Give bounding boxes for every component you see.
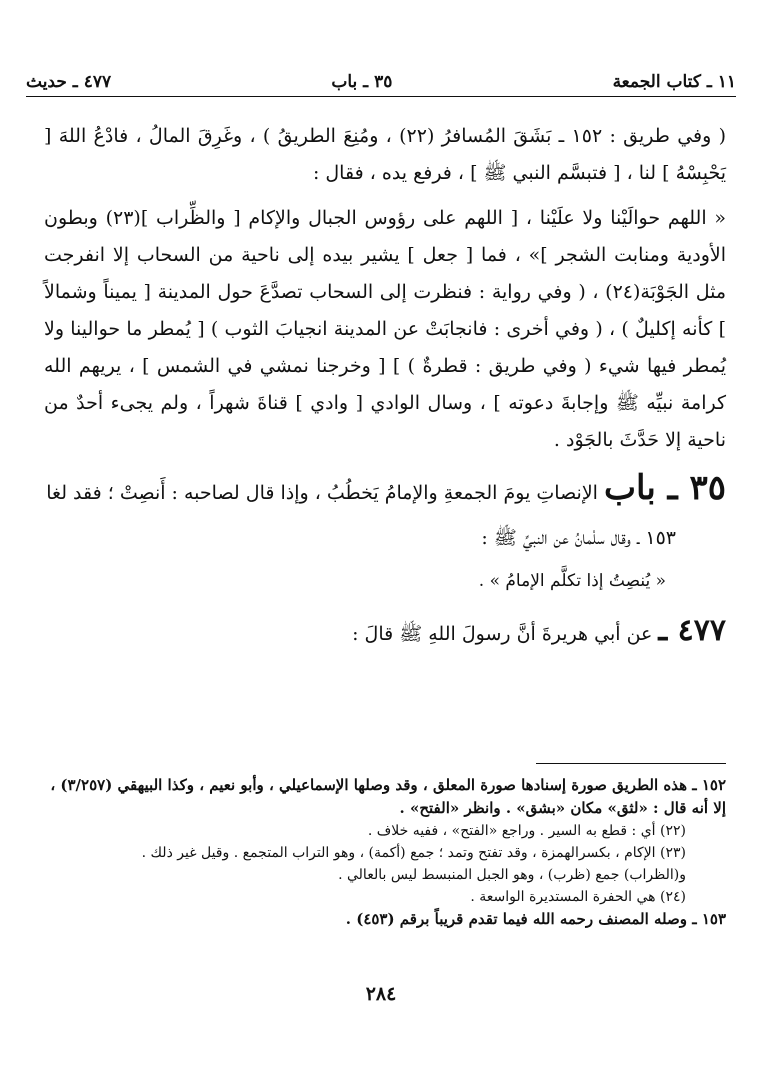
footnotes [44, 774, 726, 931]
hadith-477-text: عن أبي هريرةَ أنَّ رسولَ اللهِ ﷺ قالَ : [352, 623, 653, 645]
footnote-153: ١٥٣ ـ وصله المصنف رحمه الله فيما تقدم قريباً برقم (٤٥٣) . [345, 910, 726, 928]
page-number: ٢٨٤ [365, 983, 397, 1005]
paragraph-supplication: « اللهم حوالَيْنا ولا علَيْنا ، [ اللهم على رؤوس الجبال والإكام [ والظِّراب ](٢٣) وبطون الأودية ومنابت الشجر ]» ، فما [ جعل ] يشير بيده إلى ناحية من السحاب إلا انفرجت مثل الجَوْبَة(٢٤) ، ( وفي رواية : فنظرت إلى السحاب تصدَّعَ حول المدينة [ يميناً وشمالاً ] كأنه إكليلٌ ) ، ( وفي أخرى : فانجابَتْ عن المدينة انجيابَ الثوب ) [ يُمطر ما حوالينا ولا يُمطر فيها شيء ( وفي طريق : قطرةٌ ) ] [ وخرجنا نمشي في الشمس ] ، يريهم الله كرامة نبيِّه ﷺ وإجابةَ دعوته ] ، وسال الوادي [ وادي ] قناةَ شهراً ، ولم يجىء أحدٌ من ناحية إلا حَدَّثَ بالجَوْد . [44, 207, 726, 451]
footnote-23: (٢٣) الإكام ، بكسرالهمزة ، وقد تفتح وتمد ؛ جمع (أكمة) ، وهو التراب المتجمع . وقيل غير ذلك . [141, 845, 686, 861]
hadith-153-intro: ١٥٣ ـ وقال سلْمانُ عن النبيِّ ﷺ : [481, 527, 676, 549]
footnote-22: (٢٢) أي : قطع به السير . وراجع «الفتح» ، ففيه خلاف . [367, 823, 686, 839]
footnote-23-cont: و(الظراب) جمع (ظرب) ، وهو الجبل المنبسط ليس بالعالي . [338, 867, 686, 883]
main-text [44, 118, 726, 653]
header-rule [26, 96, 736, 97]
footnote-24: (٢٤) هي الحفرة المستديرة الواسعة . [470, 889, 686, 905]
footnote-rule [536, 763, 726, 764]
chapter-heading [44, 469, 726, 512]
header-hadith: ٤٧٧ ـ حديث [26, 72, 112, 92]
paragraph-narration: ( وفي طريق : ١٥٢ ـ بَشَقَ المُسافرُ (٢٢) ، ومُنِعَ الطريقُ ) ، وغَرِقَ المالُ ، فادْعُ اللهَ [ يَحْبِسْهُ ] لنا ، [ فتبسَّم النبي ﷺ ] ، فرفع يده ، فقال : [44, 125, 726, 184]
footnote-152: ١٥٢ ـ هذه الطريق صورة إسنادها صورة المعلق ، وقد وصلها الإسماعيلي ، وأبو نعيم ، وكذا البيهقي (٣/٢٥٧) ، إلا أنه قال : «لثق» مكان «بشق» . وانظر «الفتح» . [50, 776, 726, 817]
header-book-title: ١١ ـ كتاب الجمعة [612, 72, 736, 92]
hadith-477 [44, 612, 726, 653]
header-chapter: ٣٥ ـ باب [331, 72, 393, 92]
hadith-153-quote: « يُنصِتُ إذا تكلَّم الإمامُ » . [478, 571, 666, 591]
hadith-477-number: ٤٧٧ ـ [658, 613, 726, 648]
chapter-title: الإنصاتِ يومَ الجمعةِ والإمامُ يَخطُبُ ، وإذا قال لصاحبه : أَنصِتْ ؛ فقد لغا [46, 482, 598, 504]
chapter-number: ٣٥ ـ باب [604, 468, 726, 508]
running-header [26, 52, 736, 92]
